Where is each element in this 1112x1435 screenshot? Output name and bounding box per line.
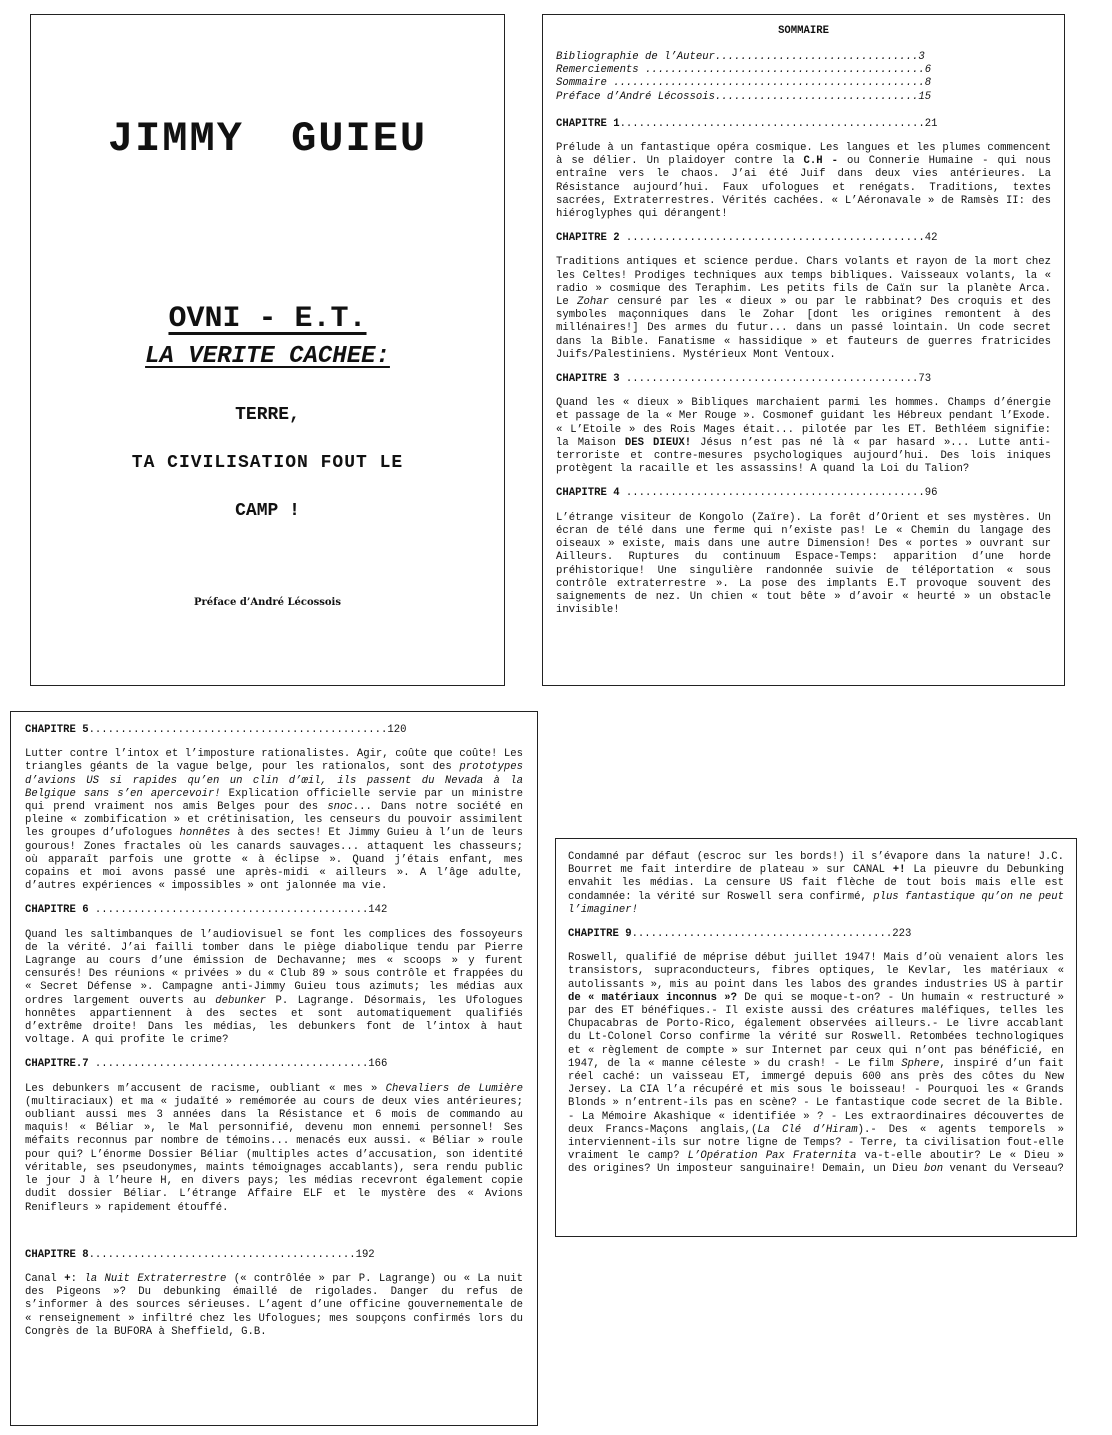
title-line-2: LA VERITE CACHEE: bbox=[145, 343, 390, 370]
chapter-4-summary: L’étrange visiteur de Kongolo (Zaïre). La forêt d’Orient et ses mystères. Un écran de télé dans une ferme qui n’existe pas! Le « Chemin du langage des oiseaux » existe, mais dans une autre Dimension! Des « portes » ouvrant sur Ailleurs. Ruptures du continuum Espace-Temps: apparition d’une horde préhistorique! Une singulière randonnée suivie de téléportation « sous contrôle extraterrestre ». La pose des implants E.T provoque souvent des saignements de nez. Un chien « tout bête » d’avoir « heurté » un obstacle invisible! bbox=[556, 511, 1051, 617]
preface-credit: Préface d’André Lécossois bbox=[194, 597, 341, 608]
chapter-6-summary: Quand les saltimbanques de l’audiovisuel se font les complices des fossoyeurs de la vérité. J’ai failli tomber dans le piège diabolique tendu par Pierre Lagrange au cours d’une émission de Dechavanne; mes « scoops » y furent censurés! Des réunions « privées » du « Club 89 » sous contrôle et frappées du « Secret Défense ». Campagne anti-Jimmy Guieu tous azimuts; les médias aux ordres largement ouverts au debunker P. Lagrange. Désormais, les Ufologues honnêtes appartiennent à des sectes et sont automatiquement qualifiés d’extrême droite! Dans les médias, les debunkers font de l’intox à haut voltage. A qui profite le crime? bbox=[25, 928, 523, 1047]
chapter-2-summary: Traditions antiques et science perdue. Chars volants et rayon de la mort chez les Celtes! Prodiges techniques aux temps bibliques. Vaisseaux volants, la « radio » cosmique des Teraphim. Les petits fils de Caïn sur la planète Arca. Le Zohar censuré par les « dieux » ou par le rabbinat? Des croquis et des symboles maçonniques dans le Zohar [dont les origines remontent à des millénaires!] Des armes du futur... dans un passé lointain. Un code secret dans la Bible. Fanatisme « hassidique » et fauteurs de guerres fratricides Juifs/Palestiniens. Mystérieux Mont Ventoux. bbox=[556, 256, 1051, 361]
chapter-9-summary: Roswell, qualifié de méprise début juillet 1947! Mais d’où venaient alors les transistors, supraconducteurs, fibres optiques, le Kevlar, les matériaux « autolissants », mis au point dans les labos des grandes industries US à partir de « matériaux inconnus »? De qui se moque-t-on? - Un humain « restructuré » par des ET bénéfiques.- Il existe aussi des créatures maléfiques, telles les Chupacabras de Porto-Rico, également observées ailleurs.- Le livre accablant du Lt-Colonel Corso confirme la vérité sur Roswell. Retombées technologiques et « règlement de compte » sur Internet par ceux qui n’ont pas bénéficié, en 1947, de la « manne céleste » du crash! - Le film Sphere, inspiré d’un fait réel caché: un vaisseau ET, immergé depuis 600 ans près des côtes du New Jersey. La CIA l’a récupéré et mis sous le boisseau! - Pourquoi les « Grands Blonds » n’entrent-ils pas en scène? - Le fantastique code secret de la Bible. - La Mémoire Akashique « identifiée » ? - Les extraordinaires découvertes de deux Francs-Maçons anglais,(La Clé d’Hiram).- Des « agents temporels » interviennent-ils sur notre ligne de Temps? - Terre, ta civilisation fout-elle vraiment le camp? L’Opération Pax Fraternita va-t-elle aboutir? Le « Dieu » des origines? Un imposteur sanguinaire! Demain, un Dieu bon venant du Verseau? bbox=[568, 952, 1064, 1176]
sommaire-page bbox=[542, 14, 1065, 686]
author-name: JIMMY GUIEU bbox=[107, 115, 428, 163]
subtitle-line-2: TA CIVILISATION FOUT LE bbox=[131, 453, 404, 473]
chapter-1-heading: CHAPITRE 1................................................21 bbox=[556, 117, 938, 130]
toc-item: Sommaire .................................................8 bbox=[556, 77, 932, 90]
subtitle-line-3: CAMP ! bbox=[235, 501, 300, 521]
cover-page bbox=[30, 14, 505, 686]
toc-item: Remerciements ............................................6 bbox=[556, 64, 932, 77]
toc-item: Bibliographie de l’Auteur................................3 bbox=[556, 51, 925, 63]
toc-item: Préface d’André Lécossois................................15 bbox=[556, 90, 932, 103]
title-line-1: OVNI - E.T. bbox=[168, 302, 367, 336]
chapter-9-heading: CHAPITRE 9.........................................223 bbox=[568, 928, 912, 941]
chapter-4-heading: CHAPITRE 4 ...............................................96 bbox=[556, 487, 938, 500]
chapter-2-heading: CHAPITRE 2 ...............................................42 bbox=[556, 232, 938, 245]
chapter-5-summary: Lutter contre l’intox et l’imposture rationalistes. Agir, coûte que coûte! Les triangles géants de la vague belge, pour les rationalos, sont des prototypes d’avions US si rapides qu’en un clin d’œil, ils passent du Nevada à la Belgique sans s’en apercevoir! Explication officielle servie par un ministre qui prend vraiment nos amis Belges pour des snoc... Dans notre société en pleine « zombification » et crétinisation, les censeurs du pouvoir assimilent les groupes d’ufologues honnêtes à des sectes! Et Jimmy Guieu à l’un de leurs gourous! Zones fractales où les canards sauvages... attaquent les chasseurs; où apparaît parfois une grotte « à éclipse ». Quand j’étais enfant, mes copains et moi avons passé une après-midi « ailleurs ». A l’âge adulte, d’autres expériences « impossibles » ont jalonnée ma vie. bbox=[25, 748, 524, 893]
chapter-8-summary: Canal +: la Nuit Extraterrestre (« contrôlée » par P. Lagrange) ou « La nuit des Pigeons »? Du debunking émaillé de rigolades. Danger du refus de s’informer à des sources sérieuses. L’agent d’une officine gouvernementale de « renseignement » infiltré chez les Ufologues; mes soupçons confirmés lors du Congrès de la BUFORA à Sheffield, G.B. bbox=[25, 1272, 523, 1338]
chapter-7-summary: Les debunkers m’accusent de racisme, oubliant « mes » Chevaliers de Lumière (multiraciaux) et ma « judaïté » remémorée au cours de deux vies antérieures; oubliant aussi mes 3 années dans la Résistance et 6 mois de commando au maquis! « Béliar », le Mal personnifié, devenu mon ennemi personnel! Ses méfaits reconnus par nombre de témoins... menacés eux aussi. « Béliar » roule pour qui? L’énorme Dossier Béliar (multiples actes d’accusation, son identité véritable, ses pseudonymes, maints témoignages accablants), sera rendu public le jour J à l’heure H, en divers pays; les médias recevront également copie dudit dossier Béliar. L’étrange Affaire ELF et le mystère des « Avions Renifleurs » rapidement étouffé. bbox=[25, 1082, 523, 1214]
toc-list bbox=[556, 51, 1051, 104]
chapter-8-heading: CHAPITRE 8..........................................192 bbox=[25, 1248, 375, 1261]
contents-page-4 bbox=[555, 838, 1077, 1237]
contents-page-3 bbox=[10, 711, 538, 1426]
chapter-8-continuation: Condamné par défaut (escroc sur les bords!) il s’évapore dans la nature! J.C. Bourret me fait interdire de plateau » sur CANAL +! La pieuvre du Debunking envahit les médias. La censure US fait flèche de tout bois mais elle est condamnée: la vérité sur Roswell sera confirmé, plus fantastique qu’on ne peut l’imaginer! bbox=[568, 851, 1064, 916]
subtitle-line-1: TERRE, bbox=[235, 405, 300, 425]
chapter-3-summary: Quand les « dieux » Bibliques marchaient parmi les hommes. Champs d’énergie et passage de la « Mer Rouge ». Cosmonef guidant les Hébreux pendant l’Exode. « L’Etoile » des Rois Mages était... pilotée par les ET. Bethléem signifie: la Maison DES DIEUX! Jésus n’est pas né là « par hasard »... Lutte anti-terroriste et contre-mesures psychologiques aujourd’hui. Des lois iniques protègent la racaille et les assassins! A quand la Loi du Talion? bbox=[556, 397, 1051, 476]
chapter-5-heading: CHAPITRE 5...............................................120 bbox=[25, 724, 407, 736]
chapter-3-heading: CHAPITRE 3 ..............................................73 bbox=[556, 373, 932, 386]
chapter-6-heading: CHAPITRE 6 ...........................................142 bbox=[25, 904, 388, 917]
sommaire-title: SOMMAIRE bbox=[778, 25, 829, 37]
chapter-1-summary: Prélude à un fantastique opéra cosmique. Les langues et les plumes commencent à se délier. Un plaidoyer contre la C.H - ou Connerie Humaine - qui nous entraîne vers le chaos. J’ai été Juif dans deux vies antérieures. La Résistance aujourd’hui. Faux ufologues et renégats. Traditions, textes sacrées, Extraterrestres. Vérités cachées. « L’Aéronavale » de Ramsès II: des hiéroglyphes qui dérangent! bbox=[556, 142, 1051, 221]
chapter-7-heading: CHAPITRE.7 ...........................................166 bbox=[25, 1058, 388, 1071]
